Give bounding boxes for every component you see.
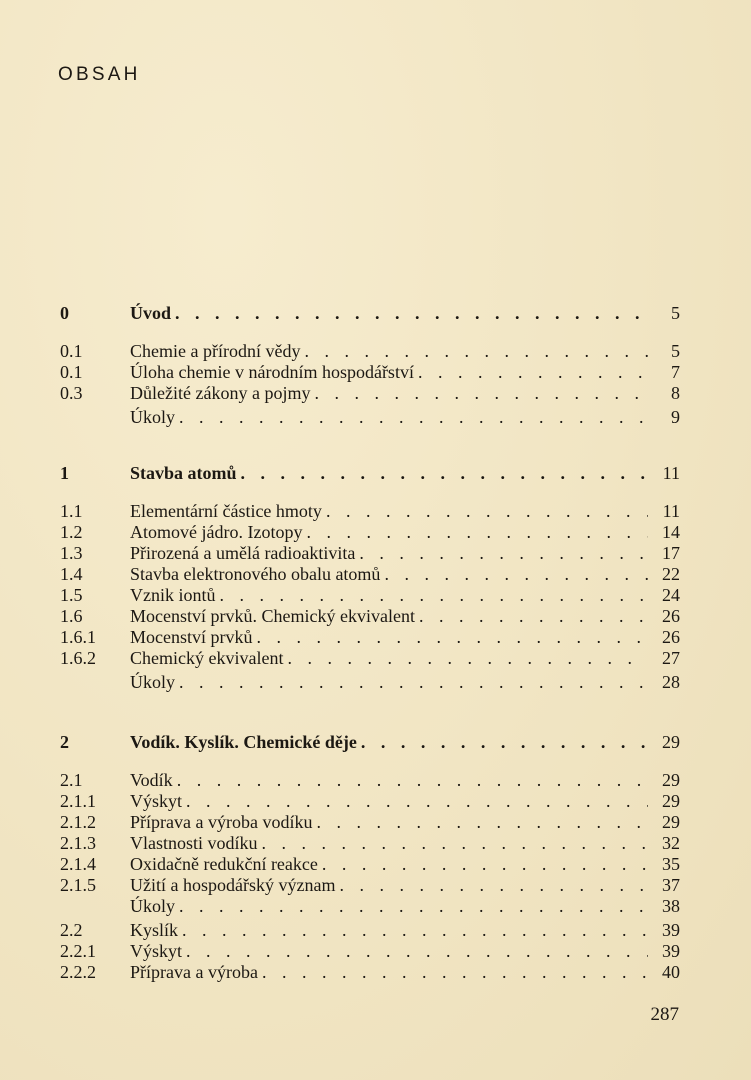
dot-leader — [380, 563, 648, 585]
entry-number: 2.2.1 — [60, 941, 96, 961]
entry-page-number: 32 — [662, 833, 680, 853]
entry-page-number: 9 — [671, 407, 680, 427]
entry-page-number: 38 — [662, 896, 680, 916]
toc-entry — [60, 919, 680, 941]
entry-page-number: 39 — [662, 941, 680, 961]
toc-entry — [60, 406, 680, 428]
entry-page-number: 26 — [662, 627, 680, 647]
dot-leader — [175, 406, 648, 428]
dot-leader — [175, 671, 648, 693]
dot-leader — [318, 853, 648, 875]
toc-chapter-entry — [60, 731, 680, 753]
entry-page-number: 40 — [662, 962, 680, 982]
entry-number: 1.2 — [60, 522, 83, 542]
toc-entry — [60, 563, 680, 585]
toc-entry — [60, 961, 680, 983]
entry-page-number: 11 — [662, 501, 680, 521]
dot-leader — [258, 832, 648, 854]
entry-title: Výskyt — [130, 791, 183, 811]
entry-number: 1.4 — [60, 564, 83, 584]
entry-number: 1.6.2 — [60, 648, 96, 668]
entry-page-number: 29 — [662, 770, 680, 790]
entry-title: Výskyt — [130, 941, 183, 961]
entry-page-number: 5 — [671, 341, 680, 361]
toc-entry — [60, 671, 680, 693]
entry-page-number: 35 — [662, 854, 680, 874]
entry-number: 1.3 — [60, 543, 83, 563]
dot-leader — [178, 919, 648, 941]
entry-number: 1.6.1 — [60, 627, 96, 647]
entry-page-number: 5 — [671, 303, 680, 323]
toc-entry — [60, 521, 680, 543]
entry-page-number: 11 — [662, 463, 680, 483]
entry-title: Oxidačně redukční reakce — [130, 854, 318, 874]
entry-title: Vlastnosti vodíku — [130, 833, 258, 853]
toc-entry — [60, 500, 680, 522]
entry-number: 1 — [60, 463, 69, 483]
entry-title: Příprava a výroba — [130, 962, 258, 982]
toc-entry — [60, 853, 680, 875]
entry-title: Úkoly — [130, 672, 175, 692]
entry-number: 2.2.2 — [60, 962, 96, 982]
entry-title: Mocenství prvků. Chemický ekvivalent — [130, 606, 415, 626]
entry-page-number: 29 — [662, 791, 680, 811]
entry-title: Elementární částice hmoty — [130, 501, 322, 521]
entry-title: Úkoly — [130, 407, 175, 427]
entry-page-number: 28 — [662, 672, 680, 692]
toc-entry — [60, 874, 680, 896]
entry-title: Mocenství prvků — [130, 627, 253, 647]
dot-leader — [357, 731, 648, 753]
entry-title: Chemie a přírodní vědy — [130, 341, 301, 361]
entry-title: Užití a hospodářský význam — [130, 875, 336, 895]
entry-title: Úkoly — [130, 896, 175, 916]
toc-entry — [60, 382, 680, 404]
entry-title: Vznik iontů — [130, 585, 216, 605]
entry-number: 2.2 — [60, 920, 83, 940]
entry-page-number: 8 — [671, 383, 680, 403]
dot-leader — [310, 382, 648, 404]
entry-number: 2.1 — [60, 770, 83, 790]
entry-number: 1.1 — [60, 501, 83, 521]
dot-leader — [302, 521, 648, 543]
entry-number: 2 — [60, 732, 69, 752]
dot-leader — [175, 895, 648, 917]
entry-number: 0 — [60, 303, 69, 323]
entry-title: Kyslík — [130, 920, 179, 940]
toc-chapter-entry — [60, 302, 680, 324]
toc-entry — [60, 361, 680, 383]
dot-leader — [171, 302, 648, 324]
toc-entry — [60, 542, 680, 564]
toc-entry — [60, 940, 680, 962]
entry-title: Atomové jádro. Izotopy — [130, 522, 303, 542]
toc-entry — [60, 626, 680, 648]
dot-leader — [322, 500, 648, 522]
entry-title: Vodík — [130, 770, 173, 790]
page-heading: OBSAH — [58, 64, 141, 85]
entry-title: Úloha chemie v národním hospodářství — [130, 362, 414, 382]
entry-page-number: 14 — [662, 522, 680, 542]
dot-leader — [335, 874, 648, 896]
dot-leader — [182, 940, 648, 962]
entry-number: 2.1.2 — [60, 812, 96, 832]
dot-leader — [312, 811, 648, 833]
entry-title: Stavba atomů — [130, 463, 237, 483]
dot-leader — [252, 626, 648, 648]
entry-number: 2.1.1 — [60, 791, 96, 811]
page-number: 287 — [650, 1004, 679, 1025]
dot-leader — [414, 361, 648, 383]
toc-entry — [60, 605, 680, 627]
toc-entry — [60, 769, 680, 791]
dot-leader — [216, 584, 649, 606]
dot-leader — [415, 605, 648, 627]
entry-title: Příprava a výroba vodíku — [130, 812, 313, 832]
entry-title: Úvod — [130, 303, 172, 323]
toc-entry — [60, 811, 680, 833]
entry-page-number: 24 — [662, 585, 680, 605]
entry-title: Vodík. Kyslík. Chemické děje — [130, 732, 357, 752]
toc-entry — [60, 584, 680, 606]
entry-number: 1.5 — [60, 585, 83, 605]
dot-leader — [237, 462, 648, 484]
dot-leader — [355, 542, 648, 564]
dot-leader — [182, 790, 648, 812]
entry-number: 0.1 — [60, 341, 83, 361]
entry-number: 0.3 — [60, 383, 83, 403]
entry-title: Chemický ekvivalent — [130, 648, 284, 668]
toc-entry — [60, 832, 680, 854]
dot-leader — [173, 769, 648, 791]
entry-number: 1.6 — [60, 606, 83, 626]
entry-number: 2.1.3 — [60, 833, 96, 853]
toc-entry — [60, 340, 680, 362]
entry-number: 2.1.5 — [60, 875, 96, 895]
entry-title: Přirozená a umělá radioaktivita — [130, 543, 356, 563]
entry-page-number: 29 — [662, 732, 680, 752]
entry-title: Důležité zákony a pojmy — [130, 383, 311, 403]
entry-page-number: 37 — [662, 875, 680, 895]
dot-leader — [283, 647, 648, 669]
entry-page-number: 7 — [671, 362, 680, 382]
entry-title: Stavba elektronového obalu atomů — [130, 564, 381, 584]
entry-number: 0.1 — [60, 362, 83, 382]
dot-leader — [258, 961, 648, 983]
entry-page-number: 39 — [662, 920, 680, 940]
toc-entry — [60, 790, 680, 812]
entry-page-number: 22 — [662, 564, 680, 584]
toc-entry — [60, 647, 680, 669]
toc-entry — [60, 895, 680, 917]
entry-page-number: 29 — [662, 812, 680, 832]
toc-chapter-entry — [60, 462, 680, 484]
entry-page-number: 26 — [662, 606, 680, 626]
entry-page-number: 17 — [662, 543, 680, 563]
dot-leader — [300, 340, 648, 362]
entry-page-number: 27 — [662, 648, 680, 668]
entry-number: 2.1.4 — [60, 854, 96, 874]
